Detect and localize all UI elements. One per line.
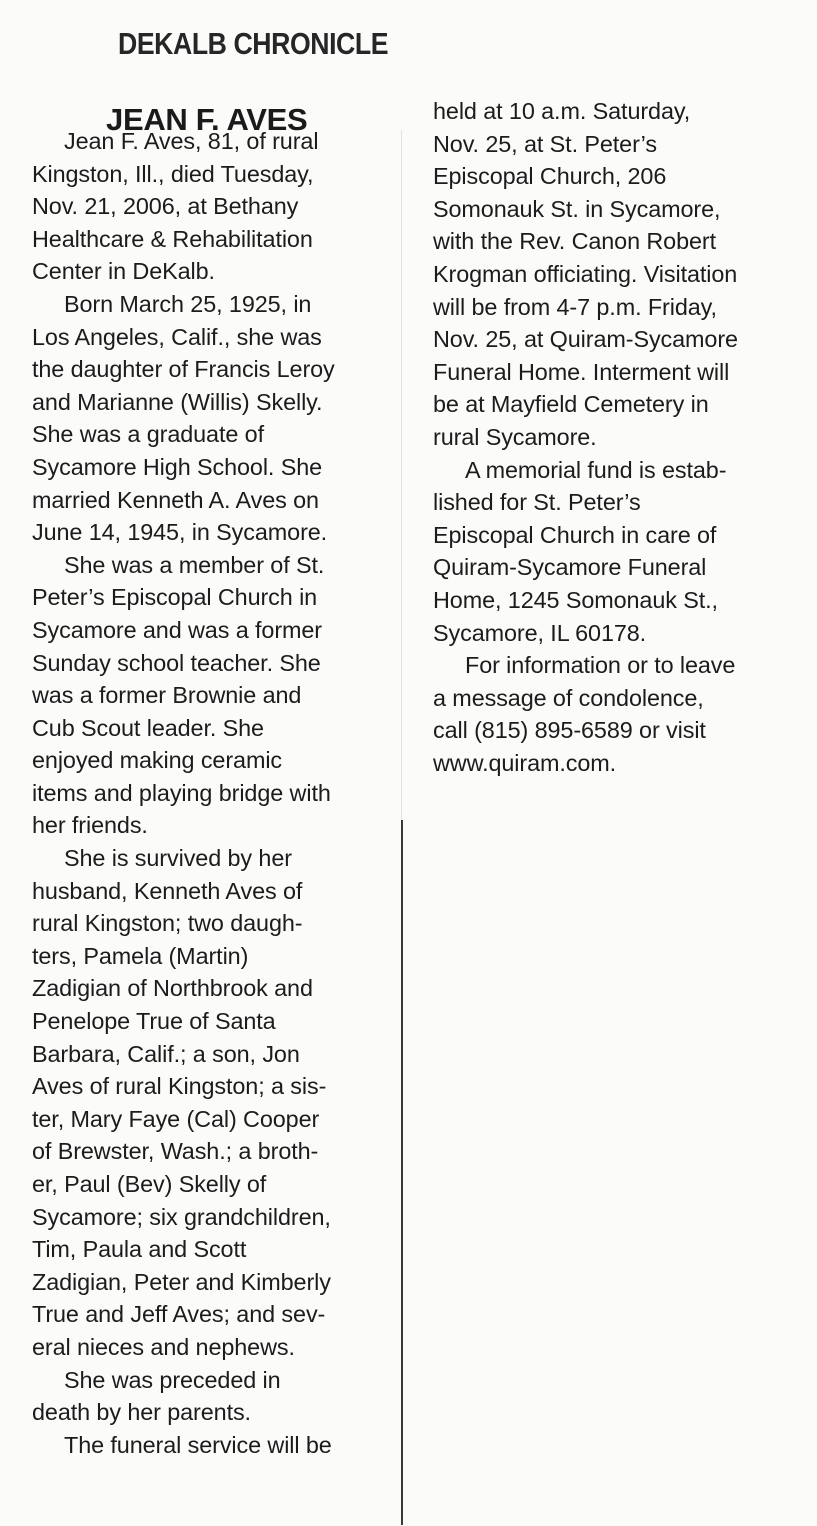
- text-line: married Kenneth A. Aves on: [32, 486, 319, 513]
- text-line: eral nieces and nephews.: [32, 1333, 295, 1360]
- text-line: ter, Mary Faye (Cal) Cooper: [32, 1105, 320, 1132]
- text-line: Funeral Home. Interment will: [433, 358, 730, 385]
- text-line: ters, Pamela (Martin): [32, 942, 249, 969]
- text-line: Barbara, Calif.; a son, Jon: [32, 1040, 300, 1067]
- text-line: Sycamore, IL 60178.: [433, 619, 647, 646]
- text-line: Somonauk St. in Sycamore,: [433, 195, 721, 222]
- text-line: She is survived by her: [64, 845, 292, 872]
- text-line: She was a member of St.: [64, 551, 325, 578]
- text-line: The funeral service will be: [64, 1431, 332, 1458]
- text-line: call (815) 895-6589 or visit: [433, 717, 706, 744]
- text-line: Center in DeKalb.: [32, 258, 215, 285]
- text-line: Sycamore and was a former: [32, 616, 322, 643]
- text-line: Zadigian, Peter and Kimberly: [32, 1268, 331, 1295]
- text-line: Tim, Paula and Scott: [32, 1236, 247, 1263]
- text-line: held at 10 a.m. Saturday,: [433, 98, 691, 124]
- text-line: be at Mayfield Cemetery in: [433, 391, 709, 418]
- text-line: Kingston, Ill., died Tuesday,: [32, 160, 314, 187]
- text-line: For information or to leave: [465, 652, 736, 679]
- right-column: [433, 95, 813, 779]
- text-line: A memorial fund is estab-: [465, 456, 727, 483]
- text-line: was a former Brownie and: [32, 682, 302, 709]
- text-line: enjoyed making ceramic: [32, 747, 283, 774]
- publication-masthead: DEKALB CHRONICLE: [118, 26, 389, 61]
- text-line: Jean F. Aves, 81, of rural: [64, 128, 319, 154]
- obituary-headline: JEAN F. AVES: [106, 102, 308, 137]
- text-line: rural Kingston; two daugh-: [32, 910, 303, 937]
- text-line: Zadigian of Northbrook and: [32, 975, 313, 1002]
- left-column: [32, 125, 402, 1461]
- text-line: Krogman officiating. Visitation: [433, 260, 738, 287]
- text-line: a message of condolence,: [433, 684, 704, 711]
- text-line: June 14, 1945, in Sycamore.: [32, 519, 328, 546]
- text-line: husband, Kenneth Aves of: [32, 877, 303, 904]
- text-line: Penelope True of Santa: [32, 1008, 276, 1035]
- text-line: Healthcare & Rehabilitation: [32, 225, 313, 252]
- text-line: Episcopal Church in care of: [433, 521, 717, 548]
- text-line: of Brewster, Wash.; a broth-: [32, 1138, 319, 1165]
- text-line: Nov. 25, at St. Peter’s: [433, 130, 657, 157]
- text-line: Quiram-Sycamore Funeral: [433, 554, 707, 581]
- text-line: death by her parents.: [32, 1399, 251, 1426]
- text-line: will be from 4-7 p.m. Friday,: [433, 293, 717, 320]
- text-line: with the Rev. Canon Robert: [433, 228, 716, 255]
- text-line: Cub Scout leader. She: [32, 714, 264, 741]
- text-line: rural Sycamore.: [433, 423, 597, 450]
- column-divider: [401, 820, 403, 1525]
- text-line: Peter’s Episcopal Church in: [32, 584, 318, 611]
- text-line: the daughter of Francis Leroy: [32, 356, 335, 383]
- text-line: Born March 25, 1925, in: [64, 290, 312, 317]
- text-line: er, Paul (Bev) Skelly of: [32, 1171, 267, 1197]
- text-line: Los Angeles, Calif., she was: [32, 323, 322, 350]
- text-line: Episcopal Church, 206: [433, 163, 667, 190]
- text-line: and Marianne (Willis) Skelly.: [32, 388, 323, 415]
- text-line: Nov. 21, 2006, at Bethany: [32, 193, 299, 220]
- text-line: items and playing bridge with: [32, 779, 331, 806]
- text-line: Sycamore High School. She: [32, 453, 323, 480]
- text-line: lished for St. Peter’s: [433, 489, 641, 516]
- text-line: Sunday school teacher. She: [32, 649, 321, 676]
- column-divider-faint: [401, 130, 402, 820]
- text-line: Home, 1245 Somonauk St.,: [433, 586, 718, 613]
- text-line: Nov. 25, at Quiram-Sycamore: [433, 326, 738, 353]
- text-line: her friends.: [32, 812, 148, 839]
- text-line: Sycamore; six grandchildren,: [32, 1203, 331, 1230]
- text-line: True and Jeff Aves; and sev-: [32, 1301, 326, 1328]
- text-line: Aves of rural Kingston; a sis-: [32, 1073, 327, 1100]
- text-line: She was preceded in: [64, 1366, 281, 1393]
- text-line: www.quiram.com.: [433, 749, 617, 776]
- text-line: She was a graduate of: [32, 421, 264, 448]
